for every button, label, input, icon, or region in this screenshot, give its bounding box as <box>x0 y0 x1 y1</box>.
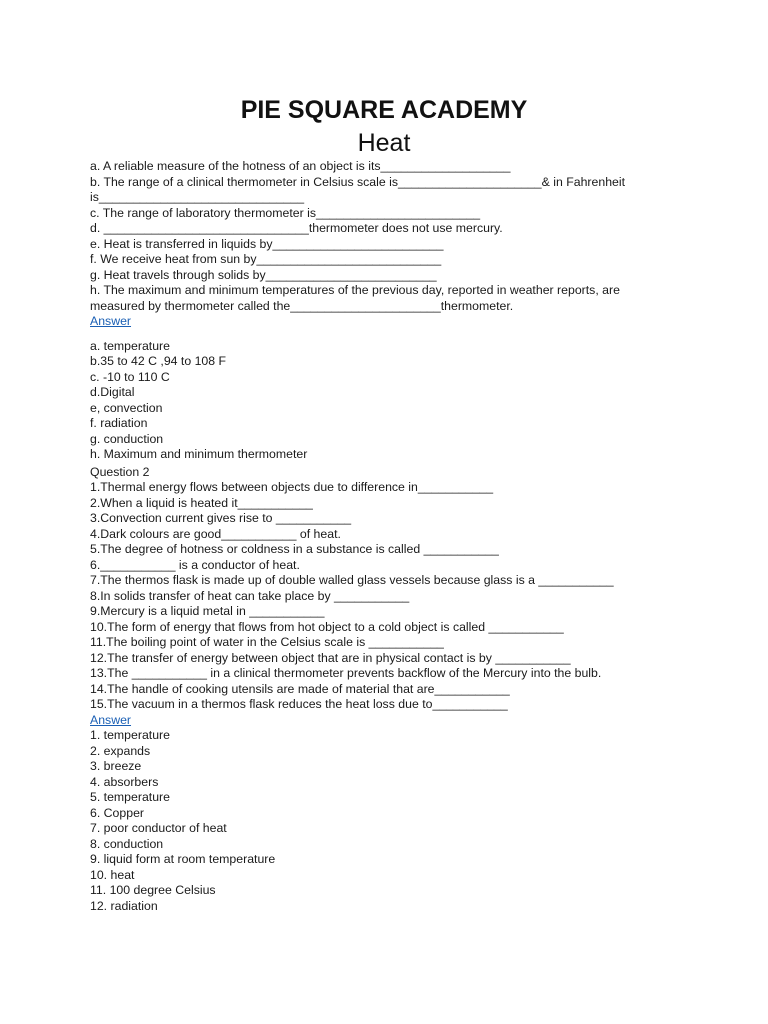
section2-questions <box>90 480 650 713</box>
answer-line: a. temperature <box>90 338 170 353</box>
answer-line: 11. 100 degree Celsius <box>90 883 216 897</box>
question-line: f. We receive heat from sun by___________________________ <box>90 252 442 266</box>
question-line: is______________________________ <box>90 190 305 204</box>
answer-line: 7. poor conductor of heat <box>90 821 227 835</box>
answer-line: c. -10 to 110 C <box>90 369 170 384</box>
answer-line: 1. temperature <box>90 728 170 742</box>
question-line: d. ______________________________thermometer does not use mercury. <box>90 221 503 235</box>
question-line: 13.The ___________ in a clinical thermometer prevents backflow of the Mercury into the bulb. <box>90 666 602 680</box>
section2-answers <box>90 728 650 914</box>
question-line: c. The range of laboratory thermometer is________________________ <box>90 205 481 220</box>
question-line: a. A reliable measure of the hotness of an object is its___________________ <box>90 159 511 173</box>
answer-line: 5. temperature <box>90 790 170 804</box>
answer-line: e, convection <box>90 400 163 415</box>
question-line: g. Heat travels through solids by_________________________ <box>90 267 437 282</box>
answer-link-section1[interactable]: Answer <box>90 314 132 328</box>
answer-line: 9. liquid form at room temperature <box>90 852 276 866</box>
question-line: 2.When a liquid is heated it___________ <box>90 495 313 510</box>
question-line: 3.Convection current gives rise to ___________ <box>90 511 352 525</box>
answer-line: 4. absorbers <box>90 774 159 789</box>
answer-line: 12. radiation <box>90 898 158 913</box>
page-title: PIE SQUARE ACADEMY <box>240 96 528 124</box>
question-line: 5.The degree of hotness or coldness in a substance is called ___________ <box>90 542 499 556</box>
answer-line: 2. expands <box>90 743 151 758</box>
question-line: 9.Mercury is a liquid metal in ___________ <box>90 604 325 618</box>
question-line: 8.In solids transfer of heat can take place by ___________ <box>90 588 410 603</box>
answer-line: f. radiation <box>90 416 148 430</box>
question-line: 4.Dark colours are good___________ of heat. <box>90 526 341 541</box>
question-line: 14.The handle of cooking utensils are made of material that are___________ <box>90 681 510 696</box>
answer-line: d.Digital <box>90 385 135 399</box>
question-line: 11.The boiling point of water in the Celsius scale is ___________ <box>90 635 444 649</box>
answer-line: 3. breeze <box>90 759 142 773</box>
question-line: 6.___________ is a conductor of heat. <box>90 557 300 572</box>
answer-line: h. Maximum and minimum thermometer <box>90 447 308 461</box>
question-line: 10.The form of energy that flows from hot object to a cold object is called ___________ <box>90 619 564 634</box>
question-line: 1.Thermal energy flows between objects due to difference in___________ <box>90 480 494 494</box>
question-line: measured by thermometer called the______________________thermometer. <box>90 298 514 313</box>
answer-line: g. conduction <box>90 431 164 446</box>
question-line: h. The maximum and minimum temperatures of the previous day, reported in weather reports, are <box>90 283 620 297</box>
answer-line: 6. Copper <box>90 805 145 820</box>
question-line: 15.The vacuum in a thermos flask reduces the heat loss due to___________ <box>90 697 508 711</box>
spacer <box>90 330 650 339</box>
question-line: e. Heat is transferred in liquids by_________________________ <box>90 236 444 251</box>
answer-line: b.35 to 42 C ,94 to 108 F <box>90 354 227 368</box>
page-subtitle: Heat <box>357 129 411 157</box>
question-line: b. The range of a clinical thermometer in Celsius scale is_____________________& in Fahrenheit <box>90 174 626 189</box>
section1-questions <box>90 159 650 314</box>
section-heading: Question 2 <box>90 464 150 479</box>
answer-line: 8. conduction <box>90 836 164 851</box>
question-line: 7.The thermos flask is made up of double walled glass vessels because glass is a ___________ <box>90 573 614 587</box>
question-line: 12.The transfer of energy between object that are in physical contact is by ___________ <box>90 650 571 665</box>
section1-answers <box>90 339 650 463</box>
answer-line: 10. heat <box>90 867 135 882</box>
answer-link-section2[interactable]: Answer <box>90 712 132 727</box>
document-body <box>90 159 650 914</box>
